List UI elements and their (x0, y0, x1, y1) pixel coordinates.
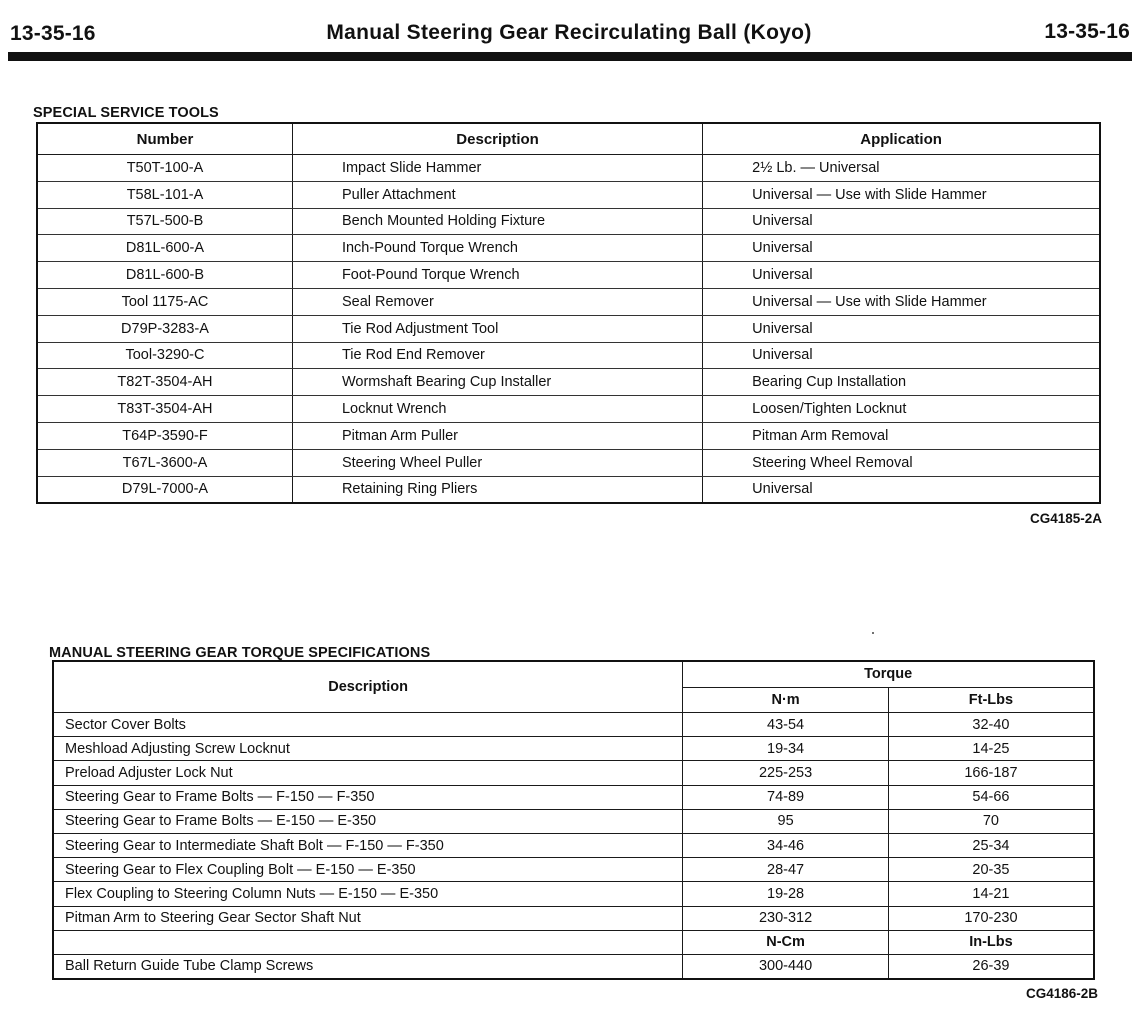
table-row (37, 181, 1100, 208)
tool-application: Bearing Cup Installation (703, 369, 1100, 396)
table-row (37, 342, 1100, 369)
table-row (53, 882, 1094, 906)
torque-nm: 95 (683, 809, 889, 833)
tool-number: T83T-3504-AH (37, 396, 292, 423)
tool-application: Universal (703, 262, 1100, 289)
tool-number: D79L-7000-A (37, 476, 292, 503)
table-row (37, 476, 1100, 503)
torque-ftlbs: 166-187 (888, 761, 1094, 785)
tool-description: Seal Remover (292, 288, 702, 315)
torque-section-title: MANUAL STEERING GEAR TORQUE SPECIFICATIONS (49, 645, 431, 661)
torque-description: Steering Gear to Intermediate Shaft Bolt — F-150 — F-350 (53, 833, 683, 857)
torque-description: Steering Gear to Frame Bolts — E-150 — E-350 (53, 809, 683, 833)
torque-ftlbs: 14-25 (888, 737, 1094, 761)
table-row (53, 713, 1094, 737)
table-row (53, 833, 1094, 857)
torque-description: Pitman Arm to Steering Gear Sector Shaft Nut (53, 906, 683, 930)
torque-nm: 225-253 (683, 761, 889, 785)
tool-description: Steering Wheel Puller (292, 449, 702, 476)
torque-nm: 28-47 (683, 858, 889, 882)
unit-header-ncm: N-Cm (683, 930, 889, 954)
table-row (37, 315, 1100, 342)
column-header-application: Application (703, 123, 1100, 155)
torque-ftlbs: 70 (888, 809, 1094, 833)
column-header-torque: Torque (683, 661, 1094, 687)
page-title: Manual Steering Gear Recirculating Ball (Koyo) (326, 21, 812, 44)
torque-ftlbs: 25-34 (888, 833, 1094, 857)
torque-nm: 43-54 (683, 713, 889, 737)
table-row (37, 155, 1100, 182)
torque-ftlbs: 32-40 (888, 713, 1094, 737)
page-number-left: 13-35-16 (10, 22, 96, 45)
tool-number: D81L-600-A (37, 235, 292, 262)
tool-number: D79P-3283-A (37, 315, 292, 342)
tool-application: Universal — Use with Slide Hammer (703, 181, 1100, 208)
table-row (37, 396, 1100, 423)
tool-application: Loosen/Tighten Locknut (703, 396, 1100, 423)
table-row (53, 954, 1094, 979)
tool-application: 2½ Lb. — Universal (703, 155, 1100, 182)
torque-description: Ball Return Guide Tube Clamp Screws (53, 954, 683, 979)
torque-ftlbs: 20-35 (888, 858, 1094, 882)
unit-header-inlbs: In-Lbs (888, 930, 1094, 954)
tool-application: Steering Wheel Removal (703, 449, 1100, 476)
tool-number: T58L-101-A (37, 181, 292, 208)
tool-application: Universal (703, 315, 1100, 342)
table-row (53, 785, 1094, 809)
tool-description: Impact Slide Hammer (292, 155, 702, 182)
column-header-description: Description (292, 123, 702, 155)
tool-description: Bench Mounted Holding Fixture (292, 208, 702, 235)
torque-nm: 19-28 (683, 882, 889, 906)
table-row (37, 235, 1100, 262)
tool-description: Tie Rod Adjustment Tool (292, 315, 702, 342)
table-row (53, 809, 1094, 833)
special-service-tools-table (36, 122, 1101, 504)
table-row (53, 761, 1094, 785)
figure-code-torque: CG4186-2B (1025, 986, 1098, 1001)
tool-application: Universal (703, 235, 1100, 262)
tool-description: Foot-Pound Torque Wrench (292, 262, 702, 289)
torque-header-row (53, 661, 1094, 687)
tool-application: Universal (703, 476, 1100, 503)
tool-application: Universal (703, 342, 1100, 369)
tools-section-title: SPECIAL SERVICE TOOLS (33, 105, 219, 121)
table-row (53, 737, 1094, 761)
unit-header-nm: N·m (683, 687, 889, 713)
tool-description: Locknut Wrench (292, 396, 702, 423)
tool-number: T82T-3504-AH (37, 369, 292, 396)
tools-header-row (37, 123, 1100, 155)
torque-inlbs: 26-39 (888, 954, 1094, 979)
figure-code-tools: CG4185-2A (1029, 511, 1102, 526)
table-row (37, 208, 1100, 235)
column-header-number: Number (37, 123, 292, 155)
torque-nm: 230-312 (683, 906, 889, 930)
tool-number: Tool-3290-C (37, 342, 292, 369)
torque-description: Steering Gear to Frame Bolts — F-150 — F-350 (53, 785, 683, 809)
tool-description: Tie Rod End Remover (292, 342, 702, 369)
torque-description: Flex Coupling to Steering Column Nuts — E-150 — E-350 (53, 882, 683, 906)
tool-application: Universal — Use with Slide Hammer (703, 288, 1100, 315)
unit-header-ftlbs: Ft-Lbs (888, 687, 1094, 713)
table-row (37, 422, 1100, 449)
tool-description: Inch-Pound Torque Wrench (292, 235, 702, 262)
column-header-description: Description (53, 661, 683, 713)
tool-number: T57L-500-B (37, 208, 292, 235)
torque-ncm: 300-440 (683, 954, 889, 979)
torque-description: Meshload Adjusting Screw Locknut (53, 737, 683, 761)
tool-number: T50T-100-A (37, 155, 292, 182)
tool-application: Universal (703, 208, 1100, 235)
empty-cell (53, 930, 683, 954)
header-rule (8, 52, 1132, 61)
page-number-right: 13-35-16 (1044, 20, 1130, 43)
print-speck (872, 632, 874, 634)
torque-specifications-table (52, 660, 1095, 980)
torque-nm: 34-46 (683, 833, 889, 857)
table-row (37, 369, 1100, 396)
tool-application: Pitman Arm Removal (703, 422, 1100, 449)
torque-nm: 74-89 (683, 785, 889, 809)
torque-nm: 19-34 (683, 737, 889, 761)
table-row (53, 906, 1094, 930)
tool-number: Tool 1175-AC (37, 288, 292, 315)
table-row (37, 449, 1100, 476)
torque-description: Sector Cover Bolts (53, 713, 683, 737)
torque-description: Preload Adjuster Lock Nut (53, 761, 683, 785)
tool-description: Puller Attachment (292, 181, 702, 208)
table-row (37, 262, 1100, 289)
tool-description: Pitman Arm Puller (292, 422, 702, 449)
table-row (53, 858, 1094, 882)
table-row (37, 288, 1100, 315)
tool-number: T64P-3590-F (37, 422, 292, 449)
torque-unit-subheader-row (53, 930, 1094, 954)
torque-ftlbs: 54-66 (888, 785, 1094, 809)
tool-number: D81L-600-B (37, 262, 292, 289)
torque-ftlbs: 170-230 (888, 906, 1094, 930)
torque-ftlbs: 14-21 (888, 882, 1094, 906)
tool-description: Retaining Ring Pliers (292, 476, 702, 503)
tool-number: T67L-3600-A (37, 449, 292, 476)
torque-description: Steering Gear to Flex Coupling Bolt — E-150 — E-350 (53, 858, 683, 882)
tool-description: Wormshaft Bearing Cup Installer (292, 369, 702, 396)
